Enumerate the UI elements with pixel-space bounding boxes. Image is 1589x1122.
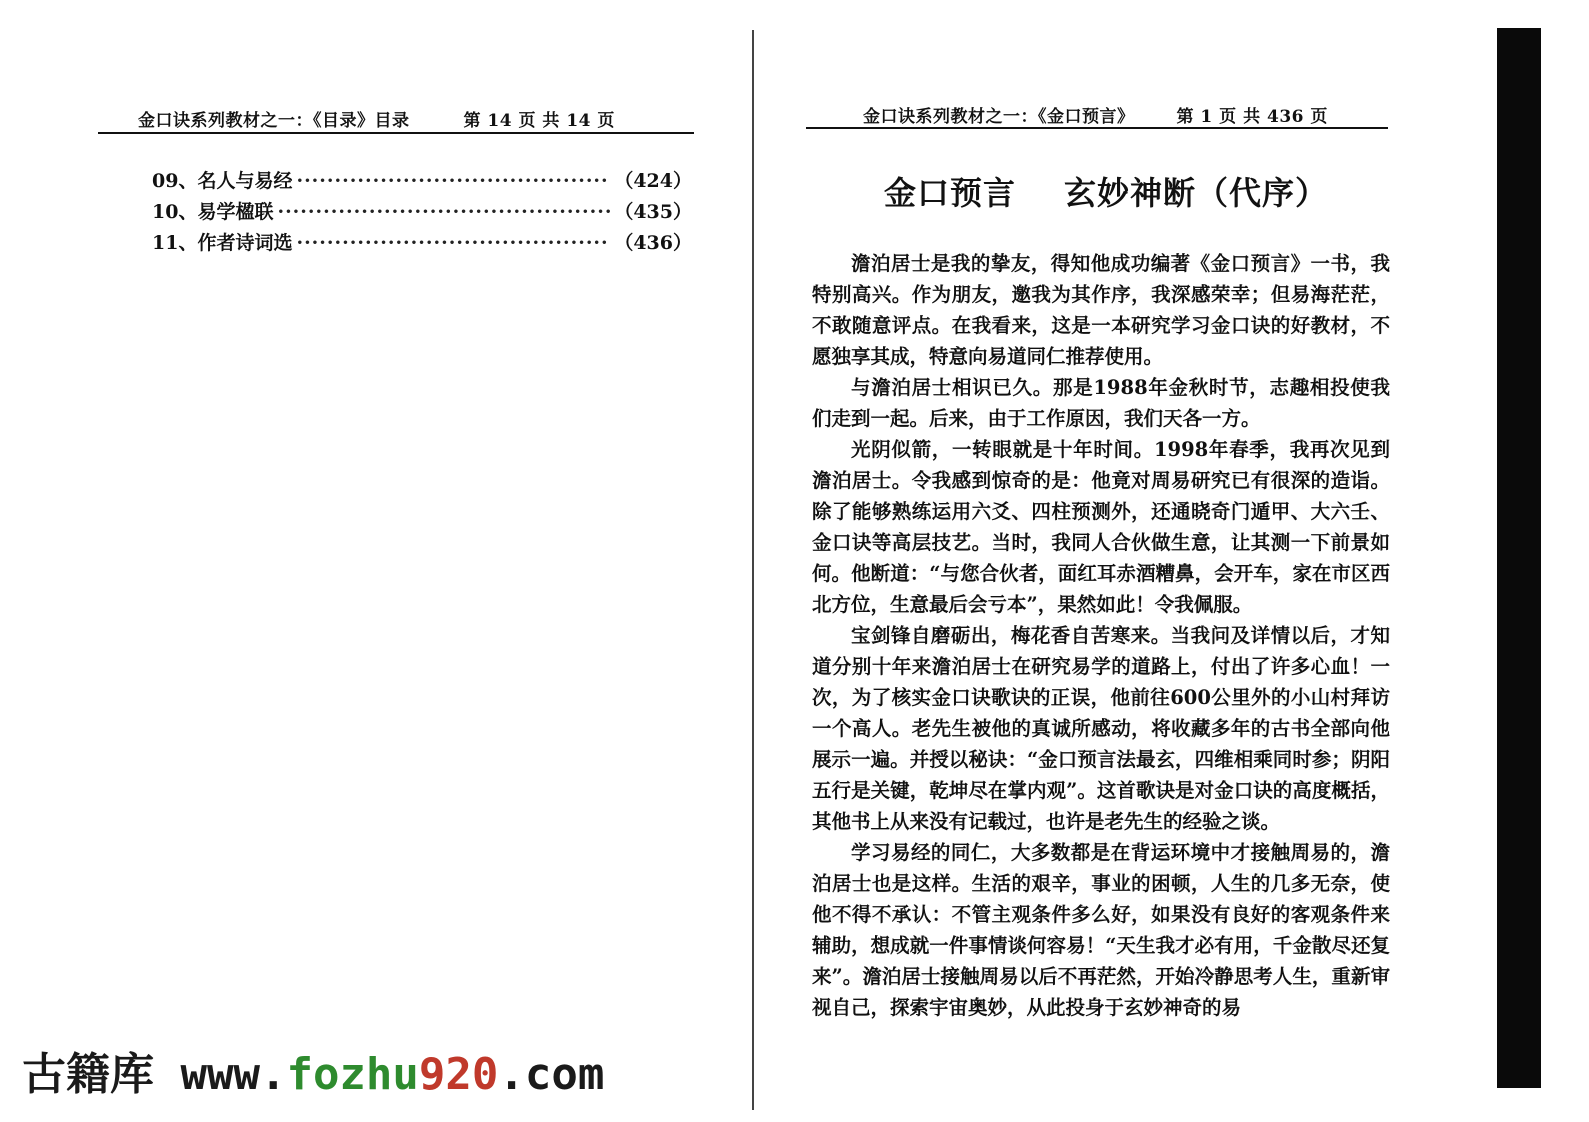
right-page (756, 0, 1589, 1122)
left-page (0, 0, 750, 1122)
body-paragraph: 宝剑锋自磨砺出，梅花香自苦寒来。当我问及详情以后，才知道分别十年来澹泊居士在研究易学的道路上，付出了许多心血！一次，为了核实金口诀歌诀的正误，他前往600公里外的小山村拜访一个高人。老先生被他的真诚所感动，将收藏多年的古书全部向他展示一遍。并授以秘诀：“金口预言法最玄，四维相乘同时参；阴阳五行是关键，乾坤尽在掌内观”。这首歌诀是对金口诀的高度概括，其他书上从来没有记载过，也许是老先生的经验之谈。 (812, 624, 1390, 833)
book-spine (752, 30, 754, 1110)
toc-entry (152, 228, 692, 259)
scan-edge-shadow (1497, 28, 1541, 1088)
toc-entry (152, 166, 692, 197)
left-header-page-info: 第 14 页 共 14 页 (463, 111, 615, 131)
watermark-text-3: 920 (418, 1049, 499, 1100)
site-watermark (22, 1038, 604, 1102)
preface-body (812, 248, 1390, 1023)
left-page-header (138, 106, 615, 131)
toc-entry (152, 197, 692, 228)
body-paragraph: 澹泊居士是我的挚友，得知他成功编著《金口预言》一书，我特别高兴。作为朋友，邀我为其作序，我深感荣幸；但易海茫茫，不敢随意评点。在我看来，这是一本研究学习金口诀的好教材，不愿独享其成，特意向易道同仁推荐使用。 (812, 252, 1390, 368)
chapter-title (884, 168, 1328, 214)
toc-entry-page: （436） (614, 232, 692, 254)
right-header-series: 金口诀系列教材之一：《金口预言》 (863, 107, 1135, 127)
toc-entry-title: 10、易学楹联 (152, 201, 274, 223)
table-of-contents (152, 166, 692, 259)
chapter-title-main: 金口预言 (884, 174, 1017, 212)
toc-leader-dots (296, 232, 610, 254)
body-paragraph: 与澹泊居士相识已久。那是1988年金秋时节，志趣相投使我们走到一起。后来，由于工作原因，我们天各一方。 (812, 376, 1390, 430)
toc-entry-title: 09、名人与易经 (152, 170, 293, 192)
right-header-rule (806, 127, 1388, 129)
watermark-text-2: fozhu (286, 1049, 419, 1100)
toc-leader-dots (296, 170, 610, 192)
left-header-rule (98, 132, 694, 134)
body-paragraph: 学习易经的同仁，大多数都是在背运环境中才接触周易的，澹泊居士也是这样。生活的艰辛，事业的困顿，人生的几多无奈，使他不得不承认：不管主观条件多么好，如果没有良好的客观条件来辅助，想成就一件事情谈何容易！“天生我才必有用，千金散尽还复来”。澹泊居士接触周易以后不再茫然，开始冷静思考人生，重新审视自己，探索宇宙奥妙，从此投身于玄妙神奇的易 (812, 841, 1390, 1019)
watermark-text-1: 古籍库 www. (22, 1049, 287, 1100)
toc-leader-dots (277, 201, 610, 223)
right-header-page-info: 第 1 页 共 436 页 (1176, 107, 1328, 127)
left-header-series: 金口诀系列教材之一：《目录》目录 (138, 111, 410, 131)
chapter-title-sub: 玄妙神断（代序） (1064, 174, 1329, 212)
right-page-header (863, 102, 1328, 127)
body-paragraph: 光阴似箭，一转眼就是十年时间。1998年春季，我再次见到澹泊居士。令我感到惊奇的是：他竟对周易研究已有很深的造诣。除了能够熟练运用六爻、四柱预测外，还通晓奇门遁甲、大六壬、金口诀等高层技艺。当时，我同人合伙做生意，让其测一下前景如何。他断道：“与您合伙者，面红耳赤酒糟鼻，会开车，家在市区西北方位，生意最后会亏本”，果然如此！令我佩服。 (812, 438, 1390, 616)
toc-entry-page: （435） (614, 201, 692, 223)
watermark-text-4: .com (498, 1049, 605, 1100)
toc-entry-page: （424） (614, 170, 692, 192)
toc-entry-title: 11、作者诗词选 (152, 232, 293, 254)
